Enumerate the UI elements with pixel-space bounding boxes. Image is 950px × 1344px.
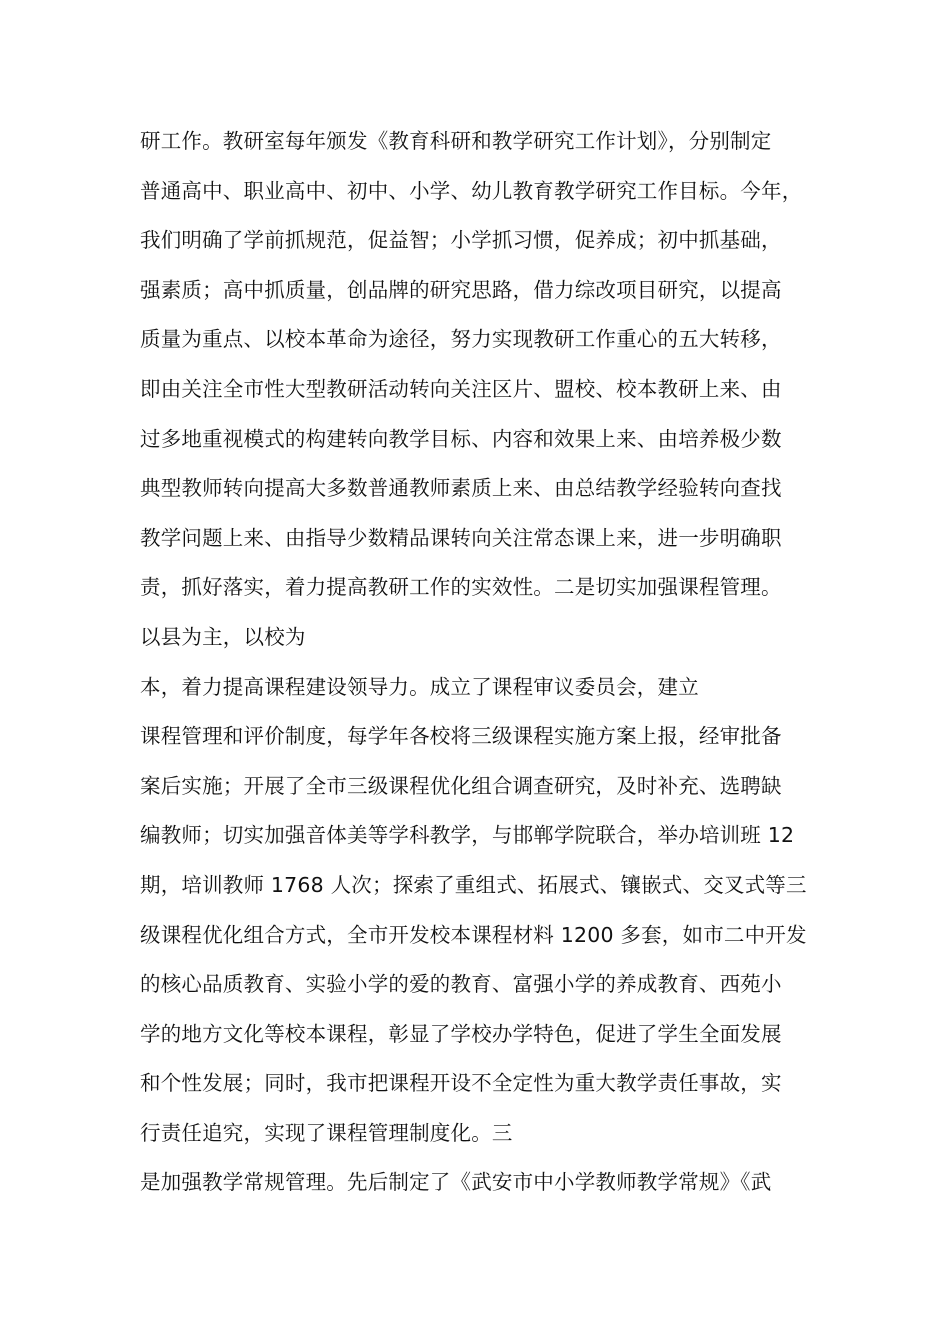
- text-line: 课程管理和评价制度，每学年各校将三级课程实施方案上报，经审批备: [140, 724, 782, 749]
- text-line: 典型教师转向提高大多数普通教师素质上来、由总结教学经验转向查找: [140, 476, 782, 501]
- text-line: 研工作。教研室每年颁发《教育科研和教学研究工作计划》，分别制定: [140, 129, 772, 153]
- text-line: 教学问题上来、由指导少数精品课转向关注常态课上来，进一步明确职: [140, 525, 782, 550]
- text-line: 我们明确了学前抓规范，促益智；小学抓习惯，促养成；初中抓基础，: [140, 228, 782, 253]
- text-line: 行责任追究，实现了课程管理制度化。三: [140, 1120, 513, 1145]
- text-line: 强素质；高中抓质量，创品牌的研究思路，借力综改项目研究，以提高: [140, 277, 782, 302]
- text-line: 学的地方文化等校本课程，彰显了学校办学特色，促进了学生全面发展: [140, 1021, 782, 1046]
- text-line: 过多地重视模式的构建转向教学目标、内容和效果上来、由培养极少数: [140, 426, 782, 451]
- text-line: 普通高中、职业高中、初中、小学、幼儿教育教学研究工作目标。今年，: [140, 178, 803, 203]
- text-line: 的核心品质教育、实验小学的爱的教育、富强小学的养成教育、西苑小: [140, 972, 782, 997]
- text-line: 和个性发展；同时，我市把课程开设不全定性为重大教学责任事故，实: [140, 1071, 782, 1096]
- text-line: 级课程优化组合方式，全市开发校本课程材料 1200 多套，如市二中开发: [140, 922, 807, 947]
- text-line: 质量为重点、以校本革命为途径，努力实现教研工作重心的五大转移，: [140, 327, 782, 352]
- text-line: 编教师；切实加强音体美等学科教学，与邯郸学院联合，举办培训班 12: [140, 823, 795, 848]
- text-line: 责，抓好落实，着力提高教研工作的实效性。二是切实加强课程管理。: [140, 575, 782, 600]
- body-text: [140, 117, 840, 1208]
- text-line: 本，着力提高课程建设领导力。成立了课程审议委员会，建立: [140, 674, 699, 699]
- text-line: 案后实施；开展了全市三级课程优化组合调查研究，及时补充、选聘缺: [140, 773, 782, 798]
- text-line: 以县为主，以校为: [140, 624, 306, 649]
- text-line: 是加强教学常规管理。先后制定了《武安市中小学教师教学常规》《武: [140, 1170, 772, 1195]
- text-line: 即由关注全市性大型教研活动转向关注区片、盟校、校本教研上来、由: [140, 376, 782, 401]
- text-line: 期，培训教师 1768 人次；探索了重组式、拓展式、镶嵌式、交叉式等三: [140, 872, 807, 897]
